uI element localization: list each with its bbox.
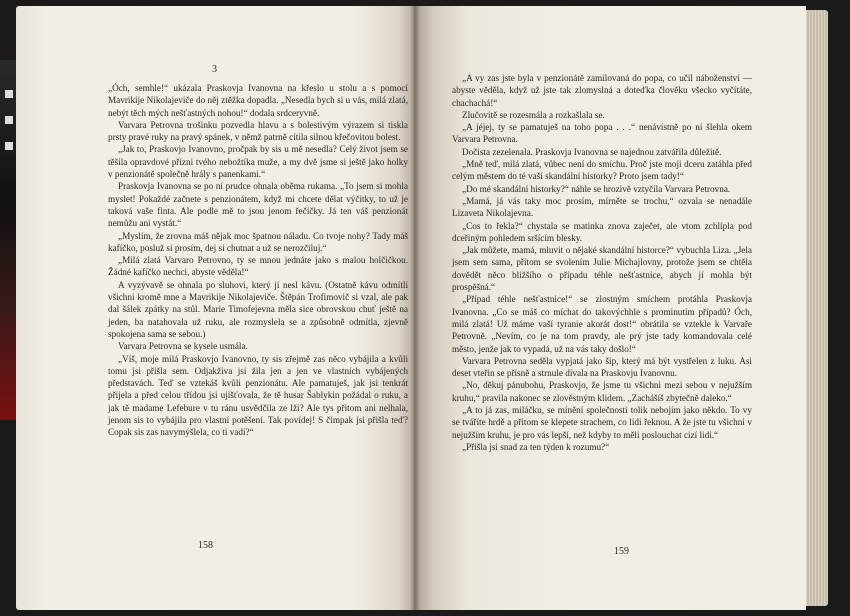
background-mark — [5, 142, 13, 150]
right-page-text — [452, 72, 752, 453]
paragraph: „Přišla jsi snad za ten týden k rozumu?“ — [462, 441, 610, 452]
background-mark — [5, 90, 13, 98]
paragraph: „A to já zas, miláčku, se mínění společnosti tolik nebojím jako někdo. To vy se tváříte hrdě a přitom se klepete strachem, co lidi řeknou. A že jste tu všichni v nejužším kruhu, je pro vás lepší, než kdyby to měli poslouchat cizí lidi.“ — [452, 405, 752, 440]
paragraph: „Milá zlatá Varvaro Petrovno, ty se mnou jednáte jako s malou holčičkou. Žádné kafíčko nechci, abyste věděla!“ — [108, 255, 408, 278]
open-book — [16, 6, 836, 610]
paragraph: „A jéjej, ty se pamatuješ na toho popa . . .“ nenávistně po ní šlehla okem Varvara Petrovna. — [452, 122, 752, 145]
paragraph: „Myslím, že zrovna máš nějak moc špatnou náladu. Co tvoje nohy? Tady máš kafíčko, posluž si prosím, dej si chutnat a už se nerozčiluj.“ — [108, 230, 408, 253]
paragraph: Varvara Petrovna se kysele usmála. — [118, 341, 248, 352]
paragraph: Varvara Petrovna seděla vypjatá jako šíp, který má být vystřelen z luku. Asi deset vteřin se přísně a strnule dívala na Praskovju Ivanovnu. — [452, 355, 752, 379]
paragraph: Praskovja Ivanovna se po ní prudce ohnala oběma rukama. „To jsem si mohla myslet! Pokaždé začnete s penzionátem, když mi chcete dělat výčitky, to už je taková vaše finta. Ale podle mě to jsou jenom řečičky. Já ten váš penzionát nemůžu ani vystát.“ — [108, 181, 408, 229]
paragraph: „Mamá, já vás taky moc prosím, mírněte se trochu,“ ozvala se nenadále Lizaveta Nikolajevna. — [452, 195, 752, 219]
right-page — [414, 6, 806, 610]
paragraph: Zlučovitě se rozesmála a rozkašlala se. — [462, 109, 605, 120]
paragraph: „Do mé skandální historky?“ náhle se hrozivě vztyčila Varvara Petrovna. — [462, 183, 731, 194]
left-page-text — [108, 82, 408, 439]
paragraph: „Cos to řekla?“ chystala se matinka znova zaječet, ale vtom zchlípla pod dceřiným pohledem sršícím blesky. — [452, 220, 752, 243]
paragraph: „Mně teď, milá zlatá, vůbec není do smíchu. Proč jste moji dceru zatáhla před celým městem do té vaší skandální historky? Proto jsem tady!“ — [452, 159, 752, 182]
chapter-number: 3 — [212, 64, 218, 75]
background-mark — [5, 116, 13, 124]
paragraph: „Jak to, Praskovjo Ivanovno, pročpak by sis u mě nesedla? Celý život jsem se těšila opravdové přízni tvého nebožtíka muže, a my dvě jsme si ještě jako holky v penzionátě společně hrály s panenkami.“ — [108, 144, 408, 180]
paragraph: „A vy zas jste byla v penzionátě zamilovaná do popa, co učil náboženství — abyste věděla, když už jste tak zlomyslná a doteďka člověku všecko vyčítáte, chachachá!“ — [452, 73, 752, 108]
paragraph: „Jak můžete, mamá, mluvit o nějaké skandální historce?“ vybuchla Liza. „Jela jsem sem sama, přitom se svolením Julie Michajlovny, protože jsem se chtěla dovědět něco bližšího o případu téhle nešťastnice, abych jí mohla být prospěšná.“ — [452, 245, 752, 293]
paragraph: „Óch, semhle!“ ukázala Praskovja Ivanovna na křeslo u stolu a s pomocí Mavrikije Nikolajeviče do něj ztěžka dopadla. „Nesedla bych si u vás, milá zlatá, nebýt těch mých nešťastných nohou!“ dodala srdceryvně. — [108, 83, 408, 118]
paragraph: „No, děkuj pánubohu, Praskovjo, že jsme tu všichni mezi sebou v nejužším kruhu,“ pravila nakonec se zlověstným klidem. „Zachášíš zbytečně daleko.“ — [452, 380, 752, 403]
paragraph: A vyzývavě se ohnala po sluhovi, který jí nesl kávu. (Ostatně kávu odmítli všichni kromě mne a Mavrikije Nikolajeviče. Štěpán Trofimovič si vzal, ale pak dal šálek zpátky na stůl. Marie Timofejevna měla sice obrovskou chuť ještě na jeden, ba natahovala už ruku, ale rozmyslela se a způsobně odmítla, zjevně spokojena sama se sebou.) — [108, 279, 408, 339]
paragraph: „Víš, moje milá Praskovjo Ivanovno, ty sis zřejmě zas něco vybájila a kvůli tomu jsi přišla sem. Odjakživa jsi žila jen a jen ve vlastních vybájených představách. Teď se vztekáš kvůli penzionátu. Ale pamatuješ, jak jsi tenkrát přijela a před celou třídou jsi ujišťovala, že tě husar Šablykin požádal o ruku, a jak tě madame Lefebure v tu ránu usvědčila ze lži? Ale tys přitom ani nelhala, jenom sis to vybájila pro vlastní potěšení. Tak povídej! S čímpak jsi přišla teď? Copak sis zas navymýšlela, co ti vadí?“ — [108, 353, 408, 438]
page-number: 158 — [198, 540, 213, 551]
paragraph: Varvara Petrovna trošinku pozvedla hlavu a s bolestivým výrazem si tiskla prsty pravé ruky na pravý spánek, v němž patrně cítila silnou křečovitou bolest. — [108, 119, 408, 143]
paragraph: Dočista zezelenala. Praskovja Ivanovna se najednou zatvářila důležitě. — [462, 146, 722, 157]
page-number: 159 — [614, 546, 629, 557]
left-page — [16, 6, 414, 610]
paragraph: „Případ téhle nešťastnice!“ se zlostným smíchem protáhla Praskovja Ivanovna. „Co se máš co míchat do takovýchhle s prominutím případů? Óch, milá zlatá! Už máme vaší tyranie akorát dost!“ obrátila se vztekle k Varvaře Petrovně. „Nevím, co je na tom pravdy, ale prý jste tady komandovala celé město, jenže jak to vypadá, už na vás taky došlo!“ — [452, 294, 752, 354]
book-gutter — [410, 6, 420, 610]
page-edges — [806, 10, 828, 606]
